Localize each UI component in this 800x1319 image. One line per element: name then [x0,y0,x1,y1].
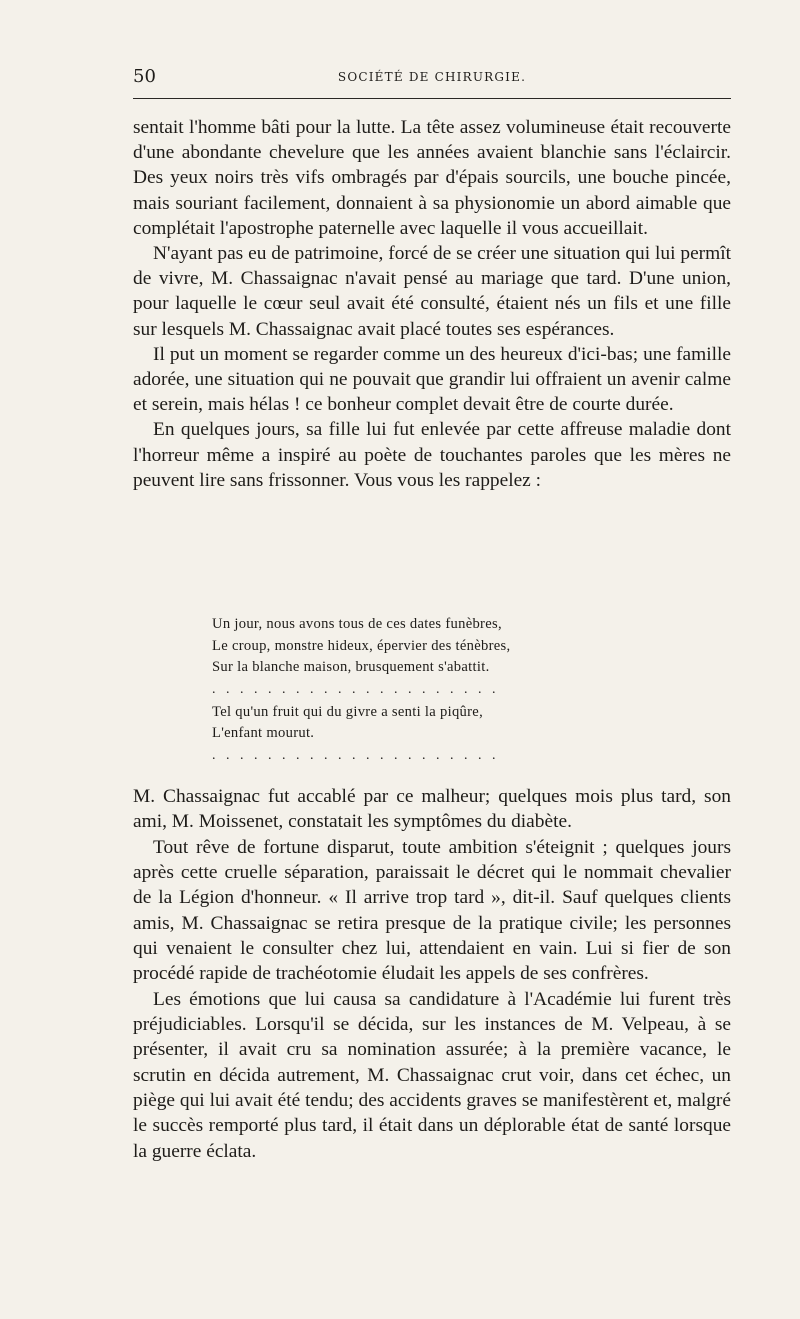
page-number: 50 [133,66,156,87]
header-rule [133,98,731,99]
page-header [133,66,731,92]
paragraph: Tout rêve de fortune disparut, toute ambition s'éteignit ; quelques jours après cette cruelle séparation, paraissait le décret qui le nommait chevalier de la Légion d'honneur. « Il arrive trop tard », dit-il. Sauf quelques clients amis, M. Chassaignac se retira presque de la pratique civile; les personnes qui venaient le consulter chez lui, attendaient en vain. Lui si fier de son procédé rapide de trachéotomie éludait les appels de ses confrères. [133,836,731,985]
poem-line: Tel qu'un fruit qui du givre a senti la piqûre, [212,703,484,720]
poem-line: L'enfant mourut. [212,725,315,741]
paragraph: En quelques jours, sa fille lui fut enlevée par cette affreuse maladie dont l'horreur même a inspiré au poète de touchantes paroles que les mères ne peuvent lire sans frissonner. Vous vous les rappelez : [133,419,731,491]
running-title: SOCIÉTÉ DE CHIRURGIE. [337,70,527,84]
text-block-bottom [133,784,731,1164]
paragraph-continuation: sentait l'homme bâti pour la lutte. La tête assez volumineuse était recouverte d'une abondante chevelure que les années avaient blanchie sans l'éclaircir. Des yeux noirs très vifs ombragés par d'épais sourcils, une bouche pincée, mais souriant facilement, donnaient à sa physionomie un abord aimable que complétait l'apostrophe paternelle avec laquelle il vous accueillait. [133,117,731,239]
paragraph: M. Chassaignac fut accablé par ce malheur; quelques mois plus tard, son ami, M. Moissenet, constatait les symptômes du diabète. [133,786,731,833]
poem-line: Un jour, nous avons tous de ces dates funèbres, [212,616,502,632]
text-block-top [133,115,731,493]
paragraph: Les émotions que lui causa sa candidature à l'Académie lui furent très préjudiciables. Lorsqu'il se décida, sur les instances de M. Velpeau, à se présenter, il avait cru sa nomination assurée; à la première vacance, le scrutin en décida autrement, M. Chassaignac crut voir, dans cet échec, un piège qui lui avait été tendu; des accidents graves se manifestèrent et, malgré le succès remporté plus tard, il était dans un déplorable état de santé lorsque la guerre éclata. [133,988,731,1162]
poem-ellipsis: ..................... [212,681,506,697]
paragraph: Il put un moment se regarder comme un des heureux d'ici-bas; une famille adorée, une situation qui ne pouvait que grandir lui offraient un avenir calme et serein, mais hélas ! ce bonheur complet devait être de courte durée. [133,343,731,416]
poem-line: Sur la blanche maison, brusquement s'abattit. [212,659,490,675]
poem-line: Le croup, monstre hideux, épervier des ténèbres, [212,637,511,654]
paragraph: N'ayant pas eu de patrimoine, forcé de se créer une situation qui lui permît de vivre, M. Chassaignac n'avait pensé au mariage que tard. D'une union, pour laquelle le cœur seul avait été consulté, étaient nés un fils et une fille sur lesquels M. Chassaignac avait placé toutes ses espérances. [133,243,731,340]
poem-ellipsis: ..................... [212,747,506,763]
poem-quotation [212,614,602,768]
